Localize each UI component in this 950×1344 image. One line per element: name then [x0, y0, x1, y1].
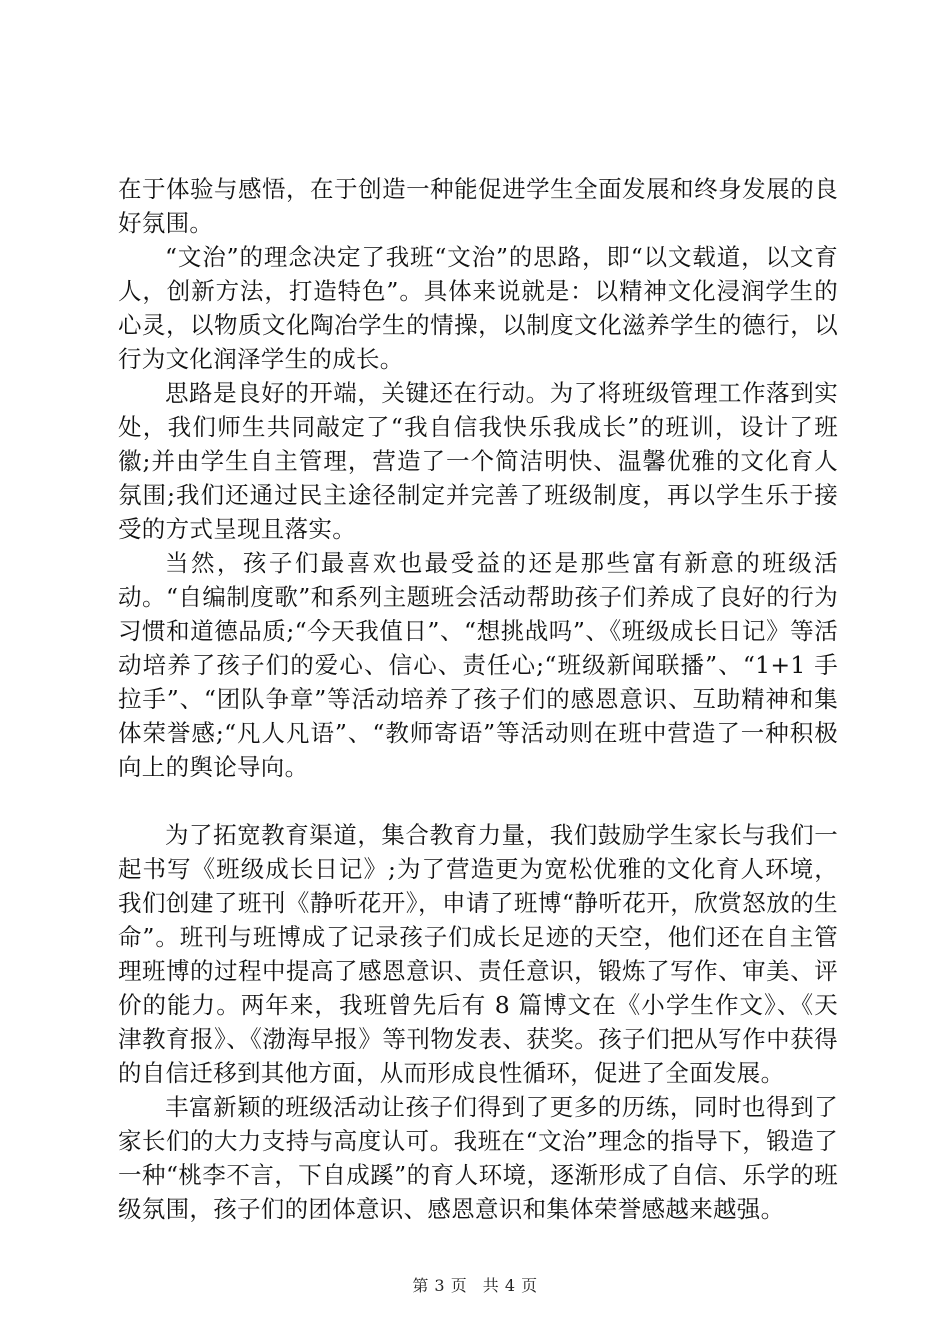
paragraph-5: 为了拓宽教育渠道，集合教育力量，我们鼓励学生家长与我们一起书写《班级成长日记》;为了营造更为宽松优雅的文化育人环境，我们创建了班刊《静听花开》，申请了班博“静听花开，欣赏怒放的生命”。班刊与班博成了记录孩子们成长足迹的天空，他们还在自主管理班博的过程中提高了感恩意识、责任意识，锻炼了写作、审美、评价的能力。两年来，我班曾先后有 8 篇博文在《小学生作文》、《天津教育报》、《渤海早报》等刊物发表、获奖。孩子们把从写作中获得的自信迁移到其他方面，从而形成良性循环，促进了全面发展。 [118, 821, 838, 1087]
paragraph-1: 在于体验与感悟，在于创造一种能促进学生全面发展和终身发展的良好氛围。 [118, 175, 838, 237]
paragraph-3: 思路是良好的开端，关键还在行动。为了将班级管理工作落到实处，我们师生共同敲定了“我自信我快乐我成长”的班训，设计了班徽;并由学生自主管理，营造了一个简洁明快、温馨优雅的文化育人氛围;我们还通过民主途径制定并完善了班级制度，再以学生乐于接受的方式呈现且落实。 [118, 379, 838, 543]
paragraph-6: 丰富新颖的班级活动让孩子们得到了更多的历练，同时也得到了家长们的大力支持与高度认可。我班在“文治”理念的指导下，锻造了一种“桃李不言，下自成蹊”的育人环境，逐渐形成了自信、乐学的班级氛围，孩子们的团体意识、感恩意识和集体荣誉感越来越强。 [118, 1093, 838, 1223]
page-number: 第 3 页 [412, 1276, 468, 1295]
page-total: 共 4 页 [482, 1276, 538, 1295]
page-footer [0, 1276, 950, 1296]
paragraph-4: 当然，孩子们最喜欢也最受益的还是那些富有新意的班级活动。“自编制度歌”和系列主题班会活动帮助孩子们养成了良好的行为习惯和道德品质;“今天我值日”、“想挑战吗”、《班级成长日记》等活动培养了孩子们的爱心、信心、责任心;“班级新闻联播”、“1+1 手拉手”、“团队争章”等活动培养了孩子们的感恩意识、互助精神和集体荣誉感;“凡人凡语”、“教师寄语”等活动则在班中营造了一种积极向上的舆论导向。 [118, 549, 838, 781]
document-body [118, 172, 838, 1226]
paragraph-2: “文治”的理念决定了我班“文治”的思路，即“以文载道，以文育人，创新方法，打造特色”。具体来说就是：以精神文化浸润学生的心灵，以物质文化陶冶学生的情操，以制度文化滋养学生的德行，以行为文化润泽学生的成长。 [118, 243, 838, 373]
